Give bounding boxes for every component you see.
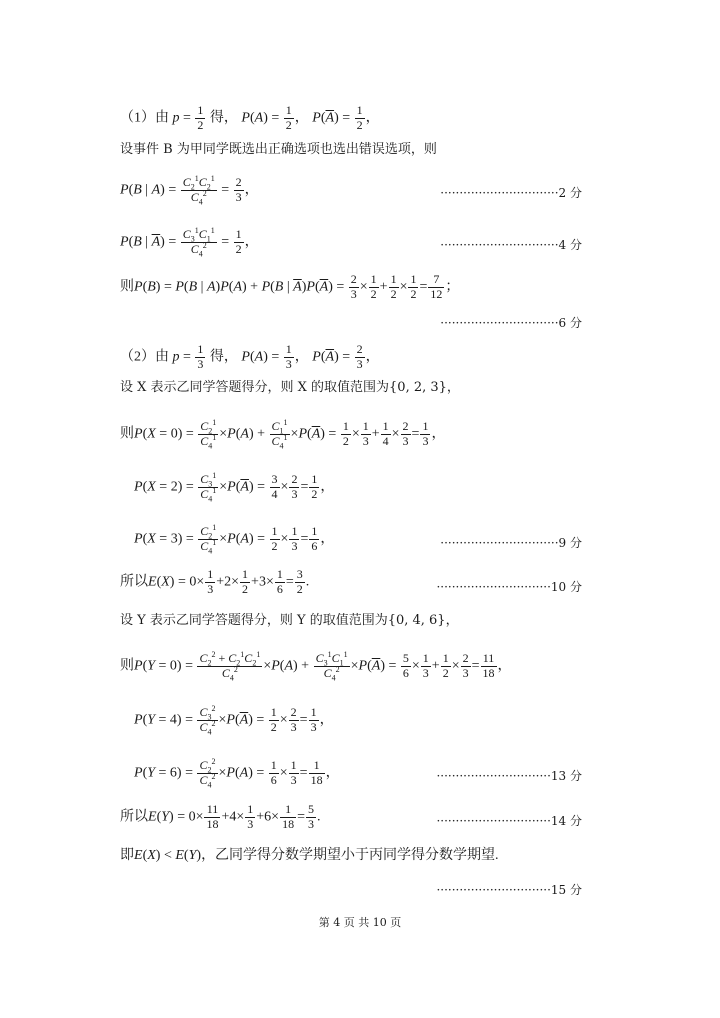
formula-PY6: P(Y = 6) = $\frac{C_2^2}{C_4^2}$ ×P(A) = $\frac{1}{6}$ × $\frac{1}{3}$ = $\frac{1}{18}$ ， xyxy=(134,757,340,790)
part2-condition: （2）由 p = $\frac{1}{3}$ 得， P(A) = $\frac{1}{3}$ ， $P(\overline{A})$ = $\frac{2}{3}$ ， xyxy=(120,342,380,371)
formula-PY0: 则P(Y = 0) = $\frac{C_2^2 + C_2^1C_2^1}{C_4^2}$ ×P(A) + $\frac{C_3^1C_1^1}{C_4^2}$ $\times P(\overline{A})$ = $\frac{5}{6}$ × $\frac{1}{3}$ + $\frac{1}{2}$ × $\frac{2}{3}$ = $\frac{11}{18}$ ， xyxy=(120,650,512,683)
formula-PB-total: 则P(B) = P(B | A)P(A) + P(B | $\overline{A})P(\overline{A})$ = $\frac{2}{3}$ × $\frac{1}{2}$ + $\frac{1}{2}$ × $\frac{1}{2}$ = $\frac{7}{12}$ ； xyxy=(120,272,460,301)
formula-PX3: P(X = 3) = $\frac{C_2^1}{C_4^1}$ ×P(A) = $\frac{1}{2}$ × $\frac{1}{3}$ = $\frac{1}{6}$ ， xyxy=(134,523,335,556)
score-mark-4: ·······························4 分 xyxy=(440,238,582,252)
formula-PB-given-A: P(B | A) = $\frac{C_2^1C_2^1}{C_4^2}$ = $\frac{2}{3}$ ， xyxy=(120,174,259,207)
score-mark-14: ······························14 分 xyxy=(436,814,582,828)
part1-label: （1）由 xyxy=(120,110,169,126)
formula-PX0: 则P(X = 0) = $\frac{C_2^1}{C_4^1}$ ×P(A) + $\frac{C_1^1}{C_4^1}$ $\times P(\overline{A})$ = $\frac{1}{2}$ × $\frac{1}{3}$ + $\frac{1}{4}$ × $\frac{2}{3}$ = $\frac{1}{3}$ ， xyxy=(120,418,446,451)
score-mark-13: ······························13 分 xyxy=(436,769,582,783)
score-mark-15: ······························15 分 xyxy=(436,883,582,897)
formula-EX: 所以E(X) = 0× $\frac{1}{3}$ +2× $\frac{1}{2}$ +3× $\frac{1}{6}$ = $\frac{3}{2}$ . xyxy=(120,567,310,596)
part2-intro-y: 设 Y 表示乙同学答题得分，则 Y 的取值范围为{0, 4, 6}， xyxy=(120,613,459,628)
formula-PX2: P(X = 2) = $\frac{C_3^1}{C_4^1}$ $\times P(\overline{A})$ = $\frac{3}{4}$ × $\frac{2}{3}$ = $\frac{1}{2}$ ， xyxy=(134,471,335,504)
score-mark-6: ·······························6 分 xyxy=(440,316,582,330)
page-footer: 第 4 页 共 10 页 xyxy=(318,916,402,929)
formula-EY: 所以E(Y) = 0× $\frac{11}{18}$ +4× $\frac{1}{3}$ +6× $\frac{1}{18}$ = $\frac{5}{3}$ . xyxy=(120,802,321,831)
score-mark-10: ······························10 分 xyxy=(436,580,582,594)
score-mark-9: ·······························9 分 xyxy=(440,536,582,550)
part1-intro: 设事件 B 为甲同学既选出正确选项也选出错误选项，则 xyxy=(120,142,437,157)
conclusion-line: 即E(X) < E(Y)，乙同学得分数学期望小于丙同学得分数学期望. xyxy=(120,848,499,863)
formula-PY4: P(Y = 4) = $\frac{C_3^2}{C_4^2}$ $\times P(\overline{A})$ = $\frac{1}{2}$ × $\frac{2}{3}$ = $\frac{1}{3}$ ， xyxy=(134,704,334,737)
formula-PB-given-Abar: P(B | $\overline{A}$) = $\frac{C_3^1C_1^1}{C_4^2}$ = $\frac{1}{2}$ ， xyxy=(120,226,259,259)
part1-condition: （1）由 p = $\frac{1}{2}$ 得， P(A) = $\frac{1}{2}$ ， $P(\overline{A})$ = $\frac{1}{2}$ ， xyxy=(120,103,380,132)
score-mark-2: ·······························2 分 xyxy=(440,186,582,200)
part2-intro-x: 设 X 表示乙同学答题得分，则 X 的取值范围为{0, 2, 3}， xyxy=(120,380,460,395)
